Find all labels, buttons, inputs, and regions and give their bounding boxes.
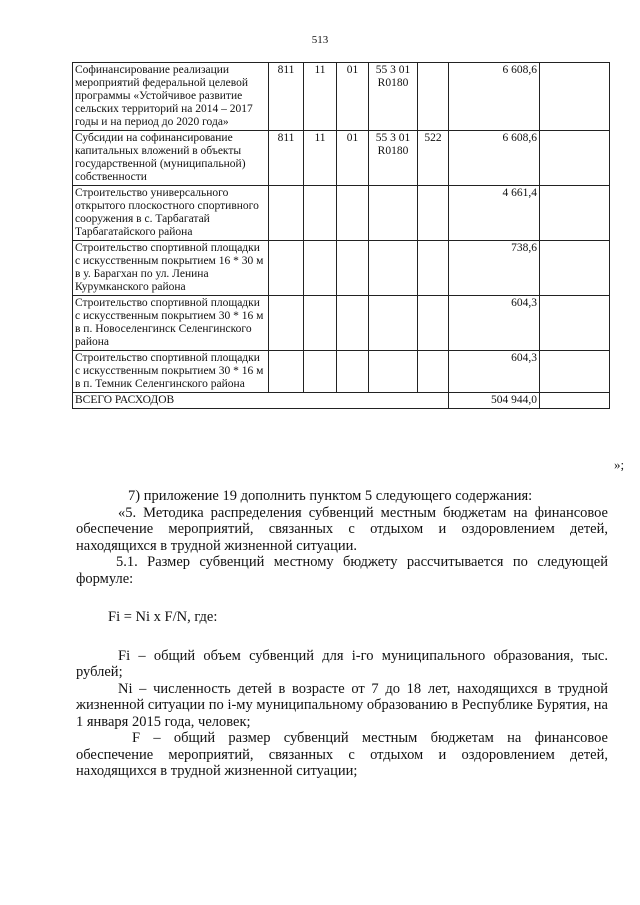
clause-5-1-paragraph: 5.1. Размер субвенций местному бюджету рассчитывается по следующей формуле: [76, 554, 608, 587]
definition-ni: Ni – численность детей в возрасте от 7 до 18 лет, находящихся в трудной жизненной ситуации по i-му муниципальному образованию в Республике Бурятия, на 1 января 2015 года, человек; [76, 680, 608, 730]
amount: 6 608,6 [449, 63, 540, 131]
empty-cell [540, 131, 610, 186]
section-code [304, 241, 337, 296]
subsection-code [337, 241, 369, 296]
table-row [73, 131, 610, 186]
expense-name: Субсидии на софинансирование капитальных вложений в объекты государственной (муниципальной) собственности [73, 131, 269, 186]
amount: 604,3 [449, 296, 540, 351]
section-code: 11 [304, 131, 337, 186]
subsection-code: 01 [337, 63, 369, 131]
amount: 6 608,6 [449, 131, 540, 186]
expense-type-code [418, 296, 449, 351]
item-7-paragraph: 7) приложение 19 дополнить пунктом 5 следующего содержания: [128, 488, 533, 504]
section-code [304, 351, 337, 393]
empty-cell [540, 351, 610, 393]
ministry-code: 811 [269, 63, 304, 131]
total-row [73, 393, 610, 409]
target-article-code: 55 3 01 R0180 [369, 63, 418, 131]
clause-5-paragraph: «5. Методика распределения субвенций местным бюджетам на финансовое обеспечение мероприятий, связанных с отдыхом и оздоровлением детей, находящихся в трудной жизненной ситуации. [76, 504, 608, 554]
table-row [73, 241, 610, 296]
section-code [304, 186, 337, 241]
expense-type-code [418, 63, 449, 131]
subsection-code [337, 186, 369, 241]
expense-type-code [418, 241, 449, 296]
target-article-code [369, 186, 418, 241]
expense-name: Строительство спортивной площадки с искусственным покрытием 16 * 30 м в у. Барагхан по ул. Ленина Курумканского района [73, 241, 269, 296]
target-article-code: 55 3 01 R0180 [369, 131, 418, 186]
ministry-code [269, 351, 304, 393]
empty-cell [540, 393, 610, 409]
total-amount: 504 944,0 [449, 393, 540, 409]
closing-quote-mark: »; [614, 457, 625, 472]
section-code [304, 296, 337, 351]
ministry-code [269, 241, 304, 296]
amount: 738,6 [449, 241, 540, 296]
amount: 4 661,4 [449, 186, 540, 241]
expense-type-code [418, 351, 449, 393]
target-article-code [369, 296, 418, 351]
empty-cell [540, 186, 610, 241]
formula: Fi = Ni x F/N, где: [108, 609, 218, 625]
empty-cell [540, 241, 610, 296]
section-code: 11 [304, 63, 337, 131]
definition-f: F – общий размер субвенций местным бюджетам на финансовое обеспечение мероприятий, связанных с отдыхом и оздоровлением детей, находящихся в трудной жизненной ситуации; [76, 730, 608, 779]
budget-table [72, 62, 610, 409]
empty-cell [540, 296, 610, 351]
page-number: 513 [311, 34, 329, 46]
amount: 604,3 [449, 351, 540, 393]
ministry-code [269, 186, 304, 241]
table-row [73, 63, 610, 131]
expense-name: Софинансирование реализации мероприятий федеральной целевой программы «Устойчивое развитие сельских территорий на 2014 – 2017 годы и на период до 2020 года» [73, 63, 269, 131]
expense-type-code [418, 186, 449, 241]
subsection-code: 01 [337, 131, 369, 186]
ministry-code [269, 296, 304, 351]
empty-cell [540, 63, 610, 131]
target-article-code [369, 351, 418, 393]
expense-name: Строительство универсального открытого плоскостного спортивного сооружения в с. Тарбагатай Тарбагатайского района [73, 186, 269, 241]
definition-fi: Fi – общий объем субвенций для i-го муниципального образования, тыс. рублей; [76, 647, 608, 680]
subsection-code [337, 351, 369, 393]
expense-name: Строительство спортивной площадки с искусственным покрытием 30 * 16 м в п. Новоселенгинск Селенгинского района [73, 296, 269, 351]
document-body [76, 488, 608, 780]
target-article-code [369, 241, 418, 296]
subsection-code [337, 296, 369, 351]
table-row [73, 351, 610, 393]
expense-name: Строительство спортивной площадки с искусственным покрытием 30 * 16 м в п. Темник Селенгинского района [73, 351, 269, 393]
expense-type-code: 522 [418, 131, 449, 186]
total-label: ВСЕГО РАСХОДОВ [73, 393, 449, 409]
table-row [73, 296, 610, 351]
ministry-code: 811 [269, 131, 304, 186]
table-row [73, 186, 610, 241]
